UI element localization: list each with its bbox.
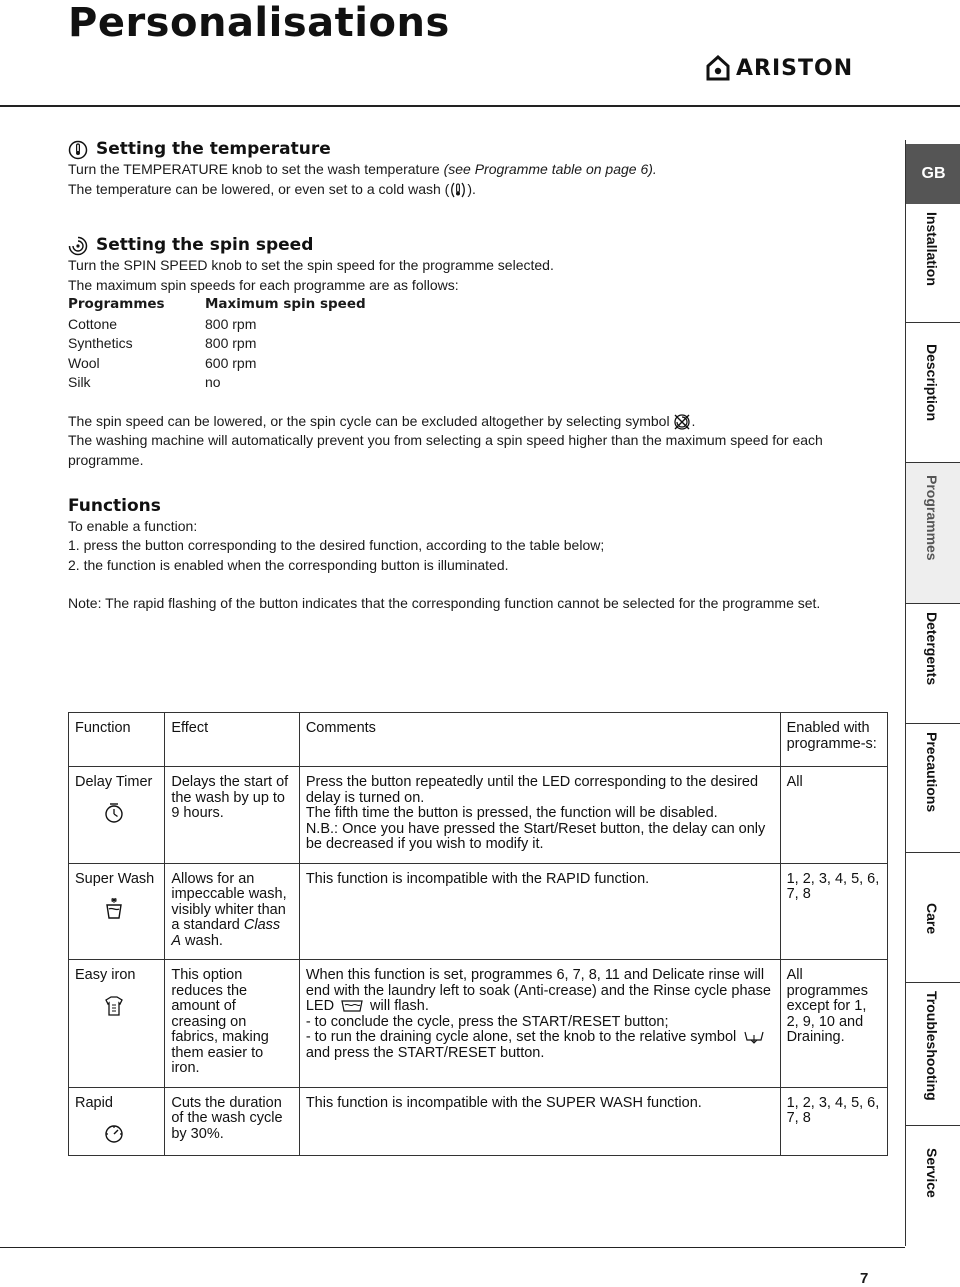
enabled-cell: 1, 2, 3, 4, 5, 6, 7, 8	[780, 1087, 887, 1156]
rinse-icon	[340, 999, 364, 1013]
header-divider	[0, 105, 960, 107]
sidebar-tab-care[interactable]: Care	[924, 903, 940, 935]
sidebar-tab-programmes[interactable]: Programmes	[906, 463, 960, 603]
spin-heading	[68, 236, 838, 256]
temperature-line1: Turn the TEMPERATURE knob to set the wash temperature (see Programme table on page 6).	[68, 161, 657, 177]
temperature-line2: The temperature can be lowered, or even set to a cold wash ( ).	[68, 180, 838, 200]
spin-icon	[68, 236, 88, 256]
sidebar-tab-precautions[interactable]: Precautions	[924, 732, 940, 813]
effect-cell: Allows for an impeccable wash, visibly whiter than a standard Class A wash.	[165, 863, 299, 960]
functions-intro: To enable a function:	[68, 517, 198, 534]
functions-table	[68, 712, 888, 1156]
spin-heading-text: Setting the spin speed	[96, 235, 314, 256]
house-logo-icon	[706, 55, 730, 81]
comments-cell: Press the button repeatedly until the LED corresponding to the desired delay is turned on. The fifth time the button is pressed, the function will be disabled. N.B.: Once you have pressed the Start/Reset button, the delay can only be decreased if you wish to modify it.	[299, 767, 780, 864]
enabled-cell: 1, 2, 3, 4, 5, 6, 7, 8	[780, 863, 887, 960]
sidebar-tab-detergents[interactable]: Detergents	[924, 612, 940, 686]
main-content	[68, 140, 838, 614]
sidebar-tab-troubleshooting[interactable]: Troubleshooting	[924, 991, 940, 1101]
spin-row-speed: 800 rpm	[205, 335, 257, 351]
spin-row-programme: Wool	[68, 354, 100, 371]
drain-icon	[742, 1030, 766, 1044]
functions-note: Note: The rapid flashing of the button indicates that the corresponding function cannot be selected for the programme set.	[68, 595, 821, 611]
spin-table-header-programme: Programmes	[68, 296, 165, 312]
sidebar-tab-service[interactable]: Service	[924, 1148, 940, 1198]
spin-row-speed: 600 rpm	[205, 354, 257, 371]
comments-cell: This function is incompatible with the SUPER WASH function.	[299, 1087, 780, 1156]
section-sidebar	[905, 140, 960, 1246]
function-cell: Delay Timer	[69, 767, 165, 864]
footer-divider	[0, 1247, 905, 1248]
spin-row-programme: Cottone	[68, 315, 118, 332]
language-badge: GB	[906, 144, 960, 204]
enabled-cell: All programmes except for 1, 2, 9, 10 and Draining.	[780, 960, 887, 1088]
functions-step1: 1. press the button corresponding to the desired function, according to the table below;	[68, 537, 605, 553]
brand-name: ARISTON	[736, 55, 854, 81]
table-row	[69, 863, 888, 960]
table-row	[69, 1087, 888, 1156]
sidebar-tab-installation[interactable]: Installation	[924, 212, 940, 286]
effect-cell: Delays the start of the wash by up to 9 hours.	[165, 767, 299, 864]
enabled-cell: All	[780, 767, 887, 864]
super-wash-icon	[103, 897, 125, 921]
header-enabled: Enabled with programme-s:	[780, 713, 887, 767]
temperature-line1-ref: (see Programme table on page 6).	[443, 161, 657, 177]
header-function: Function	[69, 713, 165, 767]
rapid-icon	[103, 1121, 125, 1145]
spin-line2: The maximum spin speeds for each programme are as follows:	[68, 276, 459, 293]
tab-divider	[906, 322, 960, 323]
header-comments: Comments	[299, 713, 780, 767]
page-number: 7	[860, 1270, 869, 1287]
brand-logo	[706, 55, 853, 81]
spin-table-header-speed: Maximum spin speed	[205, 296, 366, 312]
temperature-heading-text: Setting the temperature	[96, 139, 331, 160]
table-header-row	[69, 713, 888, 767]
spin-row-speed: 800 rpm	[205, 315, 257, 332]
no-spin-icon	[673, 413, 691, 431]
functions-heading-text: Functions	[68, 496, 161, 516]
spin-row-speed: no	[205, 374, 221, 390]
comments-cell: When this function is set, programmes 6, 7, 8, 11 and Delicate rinse will end with the laundry left to soak (Anti-crease) and the Rinse cycle phase LED will flash. - to conclude the cycle, press the START/RESET button; - to run the draining cycle alone, set the knob to the relative symboland press the START/RESET button.	[299, 960, 780, 1088]
spin-line1: Turn the SPIN SPEED knob to set the spin speed for the programme selected.	[68, 257, 554, 273]
thermometer-icon	[68, 140, 88, 160]
spin-speed-table	[68, 295, 838, 393]
easy-iron-icon	[103, 994, 125, 1018]
functions-step2: 2. the function is enabled when the corresponding button is illuminated.	[68, 556, 509, 573]
table-row	[69, 960, 888, 1088]
sidebar-tab-description[interactable]: Description	[924, 344, 940, 422]
table-row	[69, 767, 888, 864]
spin-note2: The washing machine will automatically prevent you from selecting a spin speed higher than the maximum speed for each programme.	[68, 432, 823, 468]
tab-divider	[906, 1125, 960, 1126]
page-title: Personalisations	[68, 0, 450, 46]
spin-row-programme: Synthetics	[68, 335, 133, 351]
effect-cell: Cuts the duration of the wash cycle by 30%.	[165, 1087, 299, 1156]
function-cell: Rapid	[69, 1087, 165, 1156]
cold-wash-icon	[449, 181, 467, 199]
functions-heading	[68, 497, 838, 517]
function-cell: Super Wash	[69, 863, 165, 960]
spin-note1: The spin speed can be lowered, or the spin cycle can be excluded altogether by selecting symbol .	[68, 412, 838, 432]
effect-cell: This option reduces the amount of creasing on fabrics, making them easier to iron.	[165, 960, 299, 1088]
function-cell: Easy iron	[69, 960, 165, 1088]
spin-row-programme: Silk	[68, 374, 91, 390]
temperature-heading	[68, 140, 838, 160]
delay-timer-icon	[103, 801, 125, 825]
header-effect: Effect	[165, 713, 299, 767]
comments-cell: This function is incompatible with the RAPID function.	[299, 863, 780, 960]
